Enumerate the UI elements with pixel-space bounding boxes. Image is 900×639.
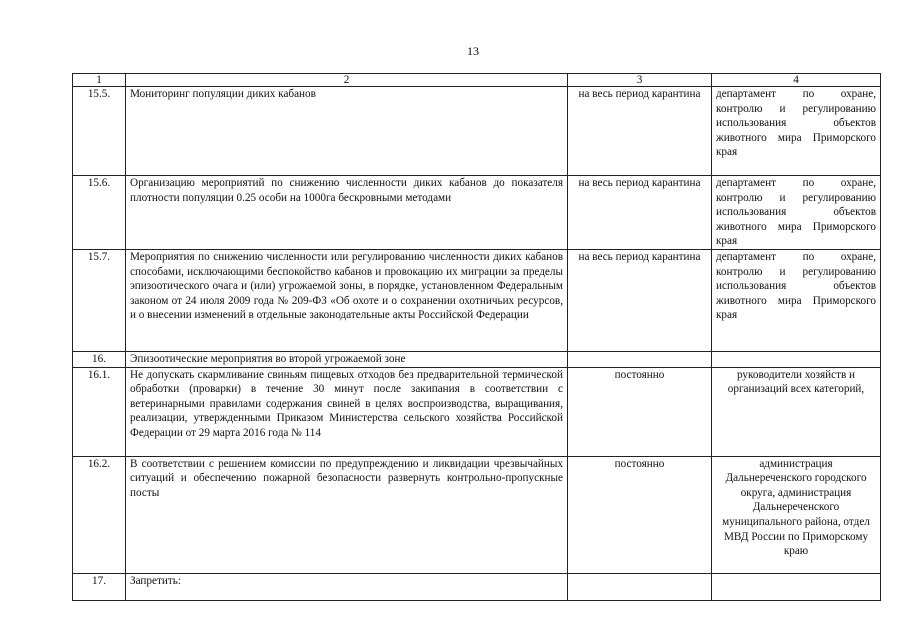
row-number: 15.5. <box>73 87 126 176</box>
table-row <box>73 250 881 352</box>
measure-text: Мероприятия по снижению численности или регулированию численности диких кабанов способами, исключающими беспокойство кабанов и провокацию их миграции за пределы эпизоотического очага и (или) угрожаемой зоны, в порядке, установленном Федеральным законом от 24 июля 2009 года № 209-ФЗ «Об охоте и о сохранении охотничьих ресурсов, и о внесении изменений в отдельные законодательные акты Российской Федерации <box>126 250 568 352</box>
period-text: на весь период карантина <box>568 87 712 176</box>
section-row <box>73 352 881 368</box>
table-row <box>73 367 881 456</box>
section-row <box>73 573 881 600</box>
table-row <box>73 87 881 176</box>
responsible-text: департамент по охране, контролю и регулированию использования объектов животного мира Приморского края <box>712 176 881 250</box>
measure-text: В соответствии с решением комиссии по предупреждению и ликвидации чрезвычайных ситуаций и обеспечению пожарной безопасности развернуть контрольно-пропускные посты <box>126 456 568 573</box>
responsible-text: администрация Дальнереченского городского округа, администрация Дальнереченского муниципального района, отдел МВД России по Приморскому краю <box>712 456 881 573</box>
responsible-text: департамент по охране, контролю и регулированию использования объектов животного мира Приморского края <box>712 250 881 352</box>
section-number: 16. <box>73 352 126 368</box>
table-header-row <box>73 74 881 87</box>
table-row <box>73 456 881 573</box>
measure-text: Не допускать скармливание свиньям пищевых отходов без предварительной термической обработки (проварки) в течение 30 минут после закипания в соответствии с ветеринарными правилами содержания свиней в целях воспроизводства, выращивания, реализации, утвержденными Приказом Министерства сельского хозяйства Российской Федерации от 29 марта 2016 года № 114 <box>126 367 568 456</box>
row-number: 15.7. <box>73 250 126 352</box>
column-header-number: 1 <box>73 74 126 87</box>
responsible-text: руководители хозяйств и организаций всех категорий, <box>712 367 881 456</box>
row-number: 16.1. <box>73 367 126 456</box>
period-text: на весь период карантина <box>568 176 712 250</box>
table-row <box>73 176 881 250</box>
measures-table <box>72 73 881 601</box>
column-header-measure: 2 <box>126 74 568 87</box>
section-title: Запретить: <box>126 573 568 600</box>
responsible-text <box>712 573 881 600</box>
section-title: Эпизоотические мероприятия во второй угрожаемой зоне <box>126 352 568 368</box>
row-number: 15.6. <box>73 176 126 250</box>
measure-text: Мониторинг популяции диких кабанов <box>126 87 568 176</box>
period-text: постоянно <box>568 456 712 573</box>
period-text: на весь период карантина <box>568 250 712 352</box>
row-number: 16.2. <box>73 456 126 573</box>
period-text: постоянно <box>568 367 712 456</box>
column-header-period: 3 <box>568 74 712 87</box>
page-number: 13 <box>467 44 479 58</box>
section-number: 17. <box>73 573 126 600</box>
responsible-text <box>712 352 881 368</box>
responsible-text: департамент по охране, контролю и регулированию использования объектов животного мира Приморского края <box>712 87 881 176</box>
period-text <box>568 352 712 368</box>
period-text <box>568 573 712 600</box>
measure-text: Организацию мероприятий по снижению численности диких кабанов до показателя плотности популяции 0.25 особи на 1000га бескровными методами <box>126 176 568 250</box>
column-header-responsible: 4 <box>712 74 881 87</box>
